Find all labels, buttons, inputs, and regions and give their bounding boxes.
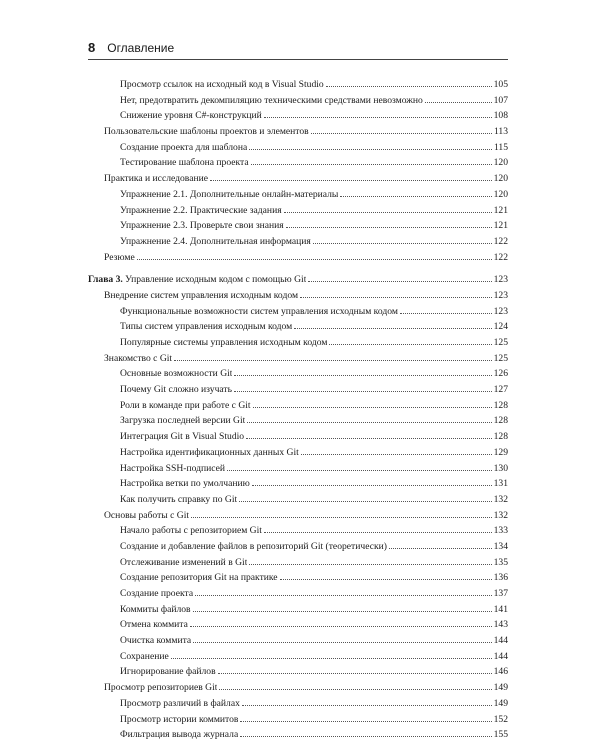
toc-entry-title: Фильтрация вывода журнала: [120, 729, 239, 741]
dot-leader: [137, 259, 492, 260]
toc-entry: [88, 187, 508, 203]
toc-page-number: 152: [493, 713, 508, 725]
toc-page-number: 123: [493, 289, 508, 301]
dot-leader: [389, 548, 492, 549]
toc-page-number: 132: [493, 493, 508, 505]
dot-leader: [227, 470, 492, 471]
dot-leader: [284, 212, 492, 213]
toc-page-number: 146: [493, 666, 508, 678]
dot-leader: [425, 102, 492, 103]
toc-page-number: 128: [493, 431, 508, 443]
header-rule: [88, 59, 508, 60]
toc-page-number: 129: [493, 446, 508, 458]
toc-entry-title: Просмотр различий в файлах: [120, 697, 240, 709]
toc-entry-title: Функциональные возможности систем управления исходным кодом: [120, 305, 398, 317]
toc-entry-title: Настройка ветки по умолчанию: [120, 478, 250, 490]
toc-page-number: 122: [493, 235, 508, 247]
dot-leader: [264, 117, 492, 118]
toc-entry-title: Упражнение 2.4. Дополнительная информация: [120, 235, 311, 247]
toc-entry: [88, 680, 508, 696]
toc-page-number: 134: [493, 540, 508, 552]
toc-entry: [88, 727, 508, 743]
toc-page-number: 115: [493, 141, 508, 153]
dot-leader: [253, 407, 492, 408]
toc-page-number: 105: [493, 79, 508, 90]
toc-page-number: 120: [493, 173, 508, 185]
toc-page-number: 130: [493, 462, 508, 474]
dot-leader: [326, 86, 492, 87]
toc-entry-title: Пользовательские шаблоны проектов и элементов: [104, 126, 309, 138]
dot-leader: [264, 532, 492, 533]
toc-entry-title: Создание репозитория Git на практике: [120, 572, 278, 584]
toc-entry: [88, 335, 508, 351]
toc-entry: [88, 696, 508, 712]
toc-entry: [88, 476, 508, 492]
toc-entry: [88, 461, 508, 477]
toc-page-number: 121: [493, 204, 508, 216]
toc-page-number: 144: [493, 650, 508, 662]
toc-entry: [88, 492, 508, 508]
dot-leader: [171, 658, 492, 659]
running-title: Оглавление: [107, 41, 175, 55]
toc-entry-title: Отмена коммита: [120, 619, 188, 631]
toc-chapter-entry: [88, 272, 508, 288]
toc-entry: [88, 539, 508, 555]
toc-page-number: 124: [493, 321, 508, 333]
toc-entry: [88, 171, 508, 187]
toc-entry-title: Просмотр ссылок на исходный код в Visual Studio: [120, 79, 324, 90]
toc-entry-title: Упражнение 2.2. Практические задания: [120, 204, 282, 216]
toc-entry-title: Резюме: [104, 251, 135, 263]
toc-entry-title: Тестирование шаблона проекта: [120, 157, 249, 169]
toc-entry: [88, 429, 508, 445]
toc-entry-title: Сохранение: [120, 650, 169, 662]
toc-entry: [88, 250, 508, 266]
chapter-title: Управление исходным кодом с помощью Git: [122, 274, 307, 286]
toc-entry-title: Игнорирование файлов: [120, 666, 216, 678]
toc-page-number: 126: [493, 368, 508, 380]
toc-entry: [88, 124, 508, 140]
toc-page-number: 123: [493, 305, 508, 317]
toc-entry-title: Настройка SSH-подписей: [120, 462, 226, 474]
toc-entry-title: Коммиты файлов: [120, 603, 191, 615]
toc-entry: [88, 140, 508, 156]
dot-leader: [174, 360, 492, 361]
dot-leader: [329, 344, 491, 345]
toc-entry-title: Снижение уровня C#-конструкций: [120, 110, 262, 122]
toc-page-number: 127: [493, 384, 508, 396]
toc-entry-title: Отслеживание изменений в Git: [120, 556, 248, 568]
toc-page-number: 128: [493, 399, 508, 411]
toc-entry: [88, 398, 508, 414]
toc-entry: [88, 523, 508, 539]
toc-page-number: 155: [493, 729, 508, 741]
toc-entry: [88, 366, 508, 382]
toc-entry: [88, 203, 508, 219]
toc-page-number: 120: [493, 188, 508, 200]
toc-entry: [88, 319, 508, 335]
toc-entry: [88, 382, 508, 398]
toc-entry-title: Нет, предотвратить декомпиляцию техническими средствами невозможно: [120, 94, 423, 106]
toc-entry: [88, 413, 508, 429]
toc-entry-title: Как получить справку по Git: [120, 493, 238, 505]
toc-entry: [88, 155, 508, 171]
toc-entry-title: Знакомство с Git: [104, 352, 173, 364]
toc-entry: [88, 445, 508, 461]
dot-leader: [195, 595, 492, 596]
dot-leader: [247, 422, 491, 423]
dot-leader: [191, 517, 492, 518]
toc-entry-title: Очистка коммита: [120, 635, 192, 647]
dot-leader: [249, 564, 491, 565]
toc-page-number: 143: [493, 619, 508, 631]
toc-entry-title: Начало работы с репозиторием Git: [120, 525, 262, 537]
toc-entry: [88, 570, 508, 586]
page-number: 8: [88, 40, 96, 55]
toc-entry-title: Упражнение 2.1. Дополнительные онлайн-материалы: [120, 188, 339, 200]
toc-entry-title: Почему Git сложно изучать: [120, 384, 232, 396]
toc-page-number: 133: [493, 525, 508, 537]
toc-entry: [88, 602, 508, 618]
toc-entry-title: Внедрение систем управления исходным кодом: [104, 289, 299, 301]
dot-leader: [294, 328, 491, 329]
dot-leader: [190, 626, 492, 627]
toc-page-number: 108: [493, 110, 508, 122]
dot-leader: [246, 438, 492, 439]
dot-leader: [340, 196, 491, 197]
toc-page-number: 144: [493, 635, 508, 647]
toc-entry: [88, 351, 508, 367]
dot-leader: [219, 689, 491, 690]
toc-entry-title: Просмотр истории коммитов: [120, 713, 239, 725]
toc-page-number: 121: [493, 220, 508, 232]
toc-entry-title: Роли в команде при работе с Git: [120, 399, 251, 411]
toc-entry-title: Интеграция Git в Visual Studio: [120, 431, 245, 443]
toc-entry: [88, 77, 508, 93]
toc-entry: [88, 586, 508, 602]
table-of-contents: [88, 77, 508, 743]
toc-entry: [88, 649, 508, 665]
dot-leader: [240, 736, 491, 737]
toc-entry: [88, 93, 508, 109]
toc-entry-title: Упражнение 2.3. Проверьте свои знания: [120, 220, 284, 232]
dot-leader: [311, 133, 492, 134]
dot-leader: [242, 705, 492, 706]
dot-leader: [234, 375, 491, 376]
toc-page-number: 113: [493, 126, 508, 138]
dot-leader: [251, 164, 492, 165]
page-header: [88, 40, 508, 55]
toc-entry-title: Просмотр репозиториев Git: [104, 682, 218, 694]
dot-leader: [249, 149, 492, 150]
toc-page-number: 122: [493, 251, 508, 263]
dot-leader: [210, 180, 492, 181]
toc-page-number: 135: [493, 556, 508, 568]
dot-leader: [313, 243, 492, 244]
toc-entry: [88, 555, 508, 571]
toc-entry-title: Создание и добавление файлов в репозиторий Git (теоретически): [120, 540, 387, 552]
dot-leader: [193, 642, 491, 643]
toc-entry-title: Практика и исследование: [104, 173, 208, 185]
toc-entry: [88, 108, 508, 124]
toc-page-number: 123: [493, 274, 508, 286]
toc-page-number: 137: [493, 588, 508, 599]
toc-entry-title: [88, 272, 306, 288]
toc-page-number: 125: [493, 337, 508, 348]
toc-entry: [88, 288, 508, 304]
toc-page-number: 120: [493, 157, 508, 169]
toc-entry: [88, 633, 508, 649]
dot-leader: [301, 454, 492, 455]
toc-page-number: 125: [493, 352, 508, 364]
toc-page-number: 132: [493, 509, 508, 521]
toc-entry: [88, 664, 508, 680]
toc-entry: [88, 304, 508, 320]
toc-entry-title: Популярные системы управления исходным кодом: [120, 337, 328, 348]
chapter-label: Глава 3.: [88, 274, 123, 286]
toc-page-number: 128: [493, 415, 508, 427]
dot-leader: [240, 721, 491, 722]
dot-leader: [308, 281, 491, 282]
toc-entry: [88, 712, 508, 728]
toc-entry-title: Создание проекта: [120, 588, 194, 599]
toc-entry-title: Основы работы с Git: [104, 509, 190, 521]
toc-entry-title: Настройка идентификационных данных Git: [120, 446, 299, 458]
toc-entry: [88, 234, 508, 250]
toc-page-number: 141: [493, 603, 508, 615]
toc-entry: [88, 617, 508, 633]
dot-leader: [400, 313, 492, 314]
dot-leader: [193, 611, 492, 612]
toc-page-number: 149: [493, 682, 508, 694]
toc-entry: [88, 218, 508, 234]
toc-entry-title: Типы систем управления исходным кодом: [120, 321, 293, 333]
dot-leader: [286, 227, 492, 228]
dot-leader: [300, 297, 492, 298]
toc-page-number: 131: [493, 478, 508, 490]
toc-page-number: 136: [493, 572, 508, 584]
dot-leader: [234, 391, 492, 392]
toc-page-number: 149: [493, 697, 508, 709]
toc-entry-title: Основные возможности Git: [120, 368, 233, 380]
dot-leader: [218, 673, 492, 674]
toc-entry-title: Создание проекта для шаблона: [120, 141, 248, 153]
dot-leader: [252, 485, 492, 486]
toc-page-number: 107: [493, 94, 508, 106]
dot-leader: [239, 501, 491, 502]
dot-leader: [280, 579, 492, 580]
toc-entry: [88, 508, 508, 524]
toc-entry-title: Загрузка последней версии Git: [120, 415, 246, 427]
